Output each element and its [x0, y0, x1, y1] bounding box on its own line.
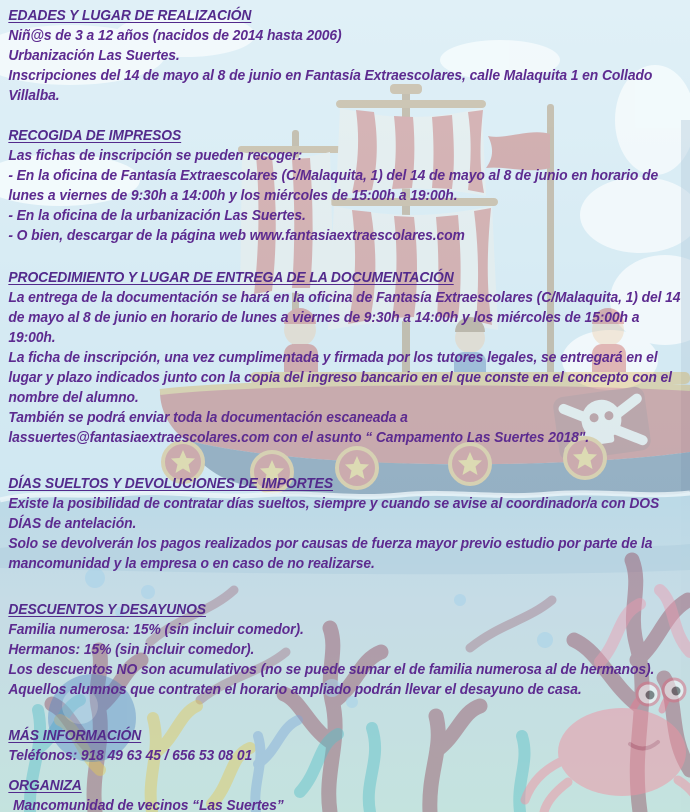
section-paragraph: - O bien, descargar de la página web www.fantasiaextraescolares.com	[8, 227, 465, 244]
section-descuentos	[8, 600, 688, 700]
section-paragraph: - En la oficina de Fantasía Extraescolares (C/Malaquita, 1) del 14 de mayo al 8 de junio en horario de lunes a viernes de 9:30h a 14:00h y los miércoles de 15:00h a 19:00h.	[8, 167, 659, 204]
section-paragraph: Urbanización Las Suertes.	[8, 47, 180, 64]
section-heading: EDADES Y LUGAR DE REALIZACIÓN	[8, 7, 252, 24]
section-paragraph: Solo se devolverán los pagos realizados por causas de fuerza mayor previo estudio por parte de la mancomunidad y la empresa o en caso de no realizarse.	[8, 535, 653, 572]
section-heading: RECOGIDA DE IMPRESOS	[8, 127, 182, 144]
section-recogida	[8, 126, 688, 246]
section-paragraph: - En la oficina de la urbanización Las Suertes.	[8, 207, 306, 224]
section-paragraph: Teléfonos: 918 49 63 45 / 656 53 08 01	[8, 747, 253, 764]
section-paragraph: Los descuentos NO son acumulativos (no se puede sumar el de familia numerosa al de hermanos).	[8, 661, 655, 678]
section-edades	[8, 6, 688, 106]
section-paragraph: Mancomunidad de vecinos “Las Suertes”	[12, 797, 284, 812]
section-paragraph: Familia numerosa: 15% (sin incluir comedor).	[8, 621, 304, 638]
section-paragraph: lassuertes@fantasiaextraescolares.com con el asunto “ Campamento Las Suertes 2018".	[8, 429, 589, 446]
section-paragraph: Existe la posibilidad de contratar días sueltos, siempre y cuando se avise al coordinador/a con DOS DÍAS de antelación.	[8, 495, 660, 532]
section-mas-informacion	[8, 726, 688, 766]
section-paragraph: La ficha de inscripción, una vez cumplimentada y firmada por los tutores legales, se entregará en el lugar y plazo indicados junto con la copia del ingreso bancario en el que conste en el concepto con el nombre del alumno.	[8, 349, 672, 406]
section-paragraph: La entrega de la documentación se hará en la oficina de Fantasía Extraescolares (C/Malaquita, 1) del 14 de mayo al 8 de junio en horario de lunes a viernes de 9:30h a 14:00h y los miércoles de 15:00h a 19:00h.	[8, 289, 681, 346]
section-organiza	[8, 776, 688, 812]
section-paragraph: Niñ@s de 3 a 12 años (nacidos de 2014 hasta 2006)	[8, 27, 342, 44]
section-procedimiento	[8, 268, 688, 448]
section-dias-sueltos	[8, 474, 688, 574]
section-heading: DESCUENTOS Y DESAYUNOS	[8, 601, 206, 618]
section-paragraph: Aquellos alumnos que contraten el horario ampliado podrán llevar el desayuno de casa.	[8, 681, 582, 698]
section-heading: MÁS INFORMACIÓN	[8, 727, 142, 744]
section-heading: PROCEDIMIENTO Y LUGAR DE ENTREGA DE LA DOCUMENTACIÓN	[8, 269, 454, 286]
section-paragraph: Las fichas de inscripción se pueden recoger:	[8, 147, 303, 164]
section-paragraph: Hermanos: 15% (sin incluir comedor).	[8, 641, 255, 658]
section-paragraph: Inscripciones del 14 de mayo al 8 de junio en Fantasía Extraescolares, calle Malaquita 1 en Collado Villalba.	[8, 67, 653, 104]
section-heading: DÍAS SUELTOS Y DEVOLUCIONES DE IMPORTES	[8, 475, 334, 492]
section-paragraph: También se podrá enviar toda la documentación escaneada a	[8, 409, 408, 426]
section-heading: ORGANIZA	[8, 777, 82, 794]
